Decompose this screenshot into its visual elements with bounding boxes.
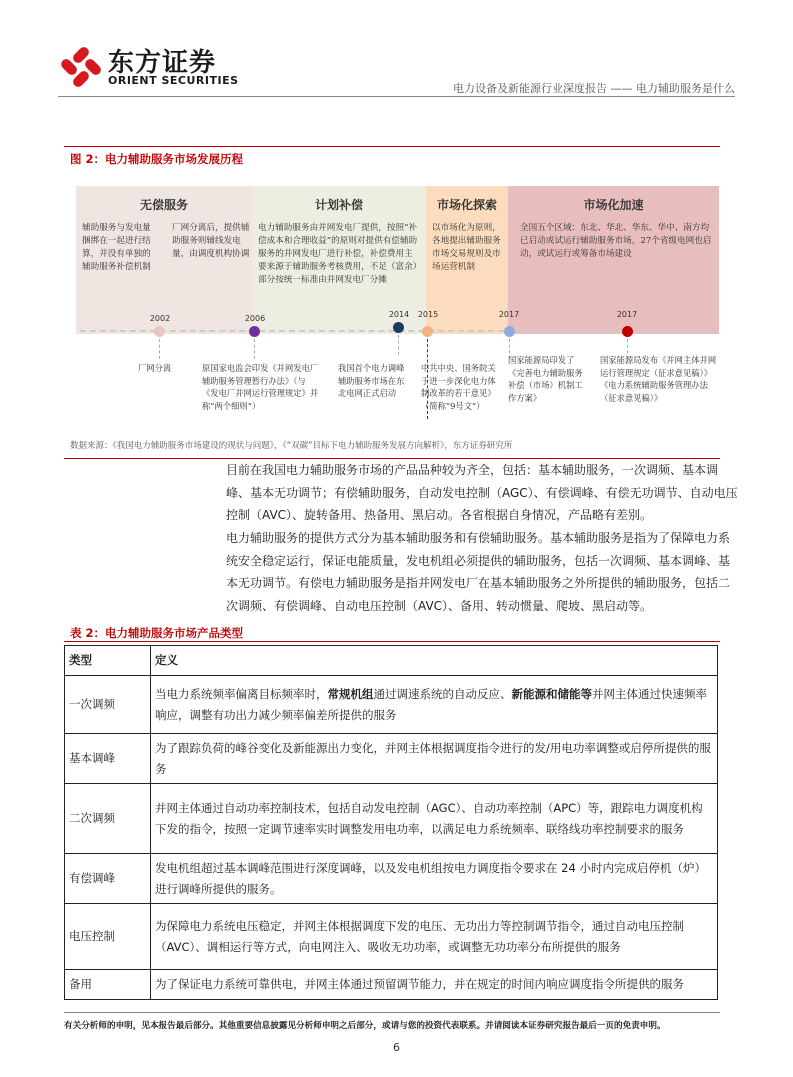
year-label: 2006	[244, 314, 266, 323]
cell-type: 电压控制	[65, 904, 151, 970]
year-label: 2017	[498, 310, 520, 319]
timeline-dot	[393, 322, 404, 333]
event-connector	[159, 339, 160, 359]
header-definition: 定义	[151, 646, 718, 676]
table-row	[65, 676, 718, 734]
table-header-row	[65, 646, 718, 676]
def-text: 通过调速系统的自动反应、	[373, 686, 512, 701]
footer-disclaimer: 有关分析师的申明，见本报告最后部分。其他重要信息披露见分析师申明之后部分，或请与您的投资代表联系。并请阅读本证券研究报告最后一页的免责申明。	[64, 1021, 666, 1031]
cell-definition: 并网主体通过自动功率控制技术，包括自动发电控制（AGC）、自动功率控制（APC）等，跟踪电力调度机构下发的指令，按照一定调节速率实时调整发用电功率，以满足电力系统频率、联络线功率控制要求的服务	[151, 784, 718, 854]
timeline-event: 中共中央、国务院关于进一步深化电力体制改革的若干意见》（简称“9号文”）	[421, 363, 496, 411]
figure-top-rule	[64, 146, 720, 147]
timeline-event: 国家能源局发布《并网主体并网运行管理规定（征求意见稿）》《电力系统辅助服务管理办法（征求意见稿）》	[600, 355, 717, 403]
table-row	[65, 970, 718, 1000]
table-title: 表 2：电力辅助服务市场产品类型	[70, 626, 244, 640]
year-label: 2014	[388, 310, 410, 319]
phase-title: 市场化探索	[436, 198, 497, 212]
phase-body: 全国五个区域：东北、华北、华东、华中、南方均已启动或试运行辅助服务市场，27个省级电网也启动，或试运行或筹备市场建设	[520, 223, 712, 259]
brand-name-en: ORIENT SECURITIES	[108, 74, 239, 87]
phase-title: 无偿服务	[139, 198, 188, 212]
cell-type: 基本调峰	[65, 734, 151, 784]
header-type: 类型	[65, 646, 151, 676]
timeline-dot	[622, 326, 633, 337]
phase-body: 厂网分离后，提供辅助服务则辅线发电量，由调度机构协调	[172, 223, 250, 259]
cell-definition: 为了保证电力系统可靠供电，并网主体通过预留调节能力，并在规定的时间内响应调度指令所提供的服务	[151, 970, 718, 1000]
footer-divider	[64, 1012, 720, 1013]
paragraph-product-list: 目前在我国电力辅助服务市场的产品品种较为齐全，包括：基本辅助服务，一次调频、基本调峰、基本无功调节；有偿辅助服务，自动发电控制（AGC）、有偿调峰、有偿无功调节、自动电压控制（AVC）、旋转备用、热备用、黑启动。各省根据自身情况，产品略有差别。	[226, 463, 738, 522]
report-title: 电力设备及新能源行业深度报告 —— 电力辅助服务是什么	[453, 82, 735, 95]
timeline-event: 厂网分离	[138, 363, 172, 373]
cell-definition: 为保障电力系统电压稳定，并网主体根据调度下发的电压、无功出力等控制调节指令，通过自动电压控制（AVC）、调相运行等方式，向电网注入、吸收无功功率，或调整无功功率分布所提供的服务	[151, 904, 718, 970]
table-row	[65, 904, 718, 970]
header-divider	[58, 96, 735, 97]
cell-definition	[151, 676, 718, 734]
table-top-rule	[64, 641, 720, 642]
orient-logo-icon	[58, 44, 104, 90]
timeline-figure	[76, 186, 719, 426]
figure-title: 图 2：电力辅助服务市场发展历程	[70, 152, 244, 166]
timeline-dot	[422, 326, 433, 337]
table-row	[65, 784, 718, 854]
cell-type: 备用	[65, 970, 151, 1000]
phase-body: 辅助服务与发电量捆绑在一起进行结算，并没有单独的辅助服务补偿机制	[82, 223, 151, 272]
phase-free-service	[76, 186, 252, 334]
event-connector	[254, 339, 255, 359]
brand-name-cn: 东方证券	[108, 48, 217, 78]
cell-type: 一次调频	[65, 676, 151, 734]
timeline-dot	[154, 326, 165, 337]
table-row	[65, 854, 718, 904]
year-label: 2015	[417, 310, 439, 319]
timeline-event: 国家能源局印发了《完善电力辅助服务补偿（市场）机制工作方案》	[508, 355, 583, 403]
event-connector	[398, 335, 399, 355]
cell-type: 有偿调峰	[65, 854, 151, 904]
phase-body: 以市场化为原则，各地提出辅助服务市场交易规则及市场运营机制	[432, 223, 501, 272]
year-label: 2017	[616, 310, 638, 319]
phase-title: 计划补偿	[314, 198, 363, 212]
timeline-dot	[504, 326, 515, 337]
def-bold: 常规机组	[327, 686, 374, 701]
phase-body: 电力辅助服务由并网发电厂提供，按照“补偿成本和合理收益”的原则对提供有偿辅助服务的并网发电厂进行补偿，补偿费用主要来源于辅助服务考核费用，不足（富余）部分按统一标准由并网发电厂分摊	[258, 223, 418, 285]
def-text: 并网主体通过快速频率响应，调整有功出力减少频率偏差所提供的服务	[155, 686, 707, 722]
page-number: 6	[393, 1041, 400, 1054]
def-bold: 新能源和储能等	[511, 686, 592, 701]
phase-title: 市场化加速	[583, 198, 644, 212]
timeline-event: 原国家电监会印发《并网发电厂辅助服务管理暂行办法》（与《发电厂并网运行管理规定》并称“两个细则”）	[202, 363, 319, 411]
paragraph-service-types: 电力辅助服务的提供方式分为基本辅助服务和有偿辅助服务。基本辅助服务是指为了保障电力系统安全稳定运行，保证电能质量，发电机组必须提供的辅助服务，包括一次调频、基本调峰、基本无功调节。有偿电力辅助服务是指并网发电厂在基本辅助服务之外所提供的辅助服务，包括二次调频、有偿调峰、自动电压控制（AVC）、备用、转动惯量、爬坡、黑启动等。	[226, 531, 731, 613]
cell-type: 二次调频	[65, 784, 151, 854]
def-text: 当电力系统频率偏离目标频率时，	[155, 686, 328, 701]
cell-definition: 发电机组超过基本调峰范围进行深度调峰，以及发电机组按电力调度指令要求在 24 小时内完成启停机（炉）进行调峰所提供的服务。	[151, 854, 718, 904]
figure-source: 数据来源：《我国电力辅助服务市场建设的现状与问题》，《“双碳”目标下电力辅助服务发展方向解析》，东方证券研究所	[70, 441, 513, 451]
cell-definition: 为了跟踪负荷的峰谷变化及新能源出力变化，并网主体根据调度指令进行的发/用电功率调整或启停所提供的服务	[151, 734, 718, 784]
table-row	[65, 734, 718, 784]
timeline-dot	[249, 326, 260, 337]
timeline-event: 我国首个电力调峰辅助服务市场在东北电网正式启动	[338, 363, 405, 398]
year-label: 2002	[149, 314, 171, 323]
product-type-table	[64, 645, 718, 1000]
